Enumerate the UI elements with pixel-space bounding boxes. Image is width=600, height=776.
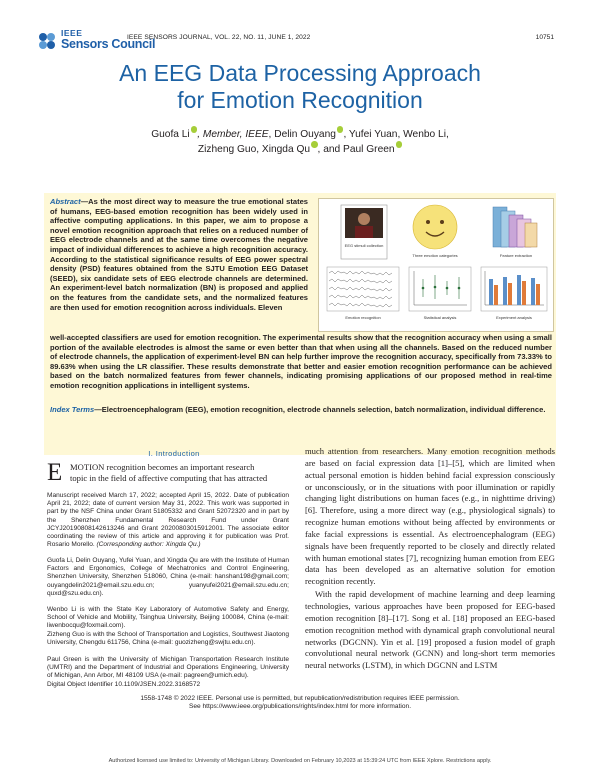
eeg-signal-panel [327,267,399,311]
author-line-1 [60,126,540,141]
title-line-1: An EEG Data Processing Approach [119,60,481,86]
emoji-left-eye [426,220,430,224]
abstract-label: Abstract [50,197,81,206]
author-paul-green[interactable]: , and Paul Green [317,144,395,156]
emoji-face [413,205,457,249]
experiment-bar-1 [489,279,493,305]
experiment-bar-5 [517,275,521,305]
author-guofa-li[interactable]: Guofa Li [151,128,190,140]
author-list [60,126,540,157]
author-delin-ouyang[interactable]: , Delin Ouyang [268,128,336,140]
section-heading-introduction: I. Introduction [148,449,200,458]
footnote-affiliation-3: Zizheng Guo is with the School of Transportation and Logistics, Southwest Jiaotong University, Chengdu 611756, China (e-mail: guozizheng@swjtu.edu.cn). [47,631,290,647]
experiment-bar-3 [503,277,507,305]
cap-analysis: Statistical analysis [423,315,457,320]
license-footer: Authorized licensed use limited to: University of Michigan Library. Downloaded on February 10,2023 at 15:39:24 UTC from IEEE Xplore. Restrictions apply. [108,758,492,764]
ieee-logo-icon [36,30,58,52]
author-line-2 [60,141,540,156]
intro-line-1: MOTION recognition becomes an important research [70,462,255,472]
experiment-bar-4 [508,283,512,305]
intro-line-2: topic in the field of affective computing that has attracted [70,473,268,483]
footnote-doi: Digital Object Identifier 10.1109/JSEN.2022.3168572 [47,681,201,688]
stats-panel [409,267,471,311]
graphical-abstract [318,198,554,332]
person-body [355,226,373,238]
index-terms-text: —Electroencephalogram (EEG), emotion recognition, electrode channels selection, batch normalization, individual difference. [94,405,546,414]
footnote-corresponding-author: (Corresponding author: Xingda Qu.) [96,541,201,549]
cap-emotions: Three emotion categories [412,253,458,258]
stats-point-2 [434,286,437,289]
experiment-bar-2 [494,285,498,305]
stats-point-3 [446,287,449,290]
cap-features: Feature extraction [499,253,533,258]
intro-paragraph-1: much attention from researchers. Many emotion recognition methods are based on facial expression data [1]–[5], which are limited when actual personal emotion is hidden behind facial expression consciously or unconsciously, or in the situations with poor illumination or rapidly changing light distributions on human faces (e.g., in nighttime driving) [6]. Therefore, using a more direct way (e.g., physiological signals) to recognize human emotions without being affected by environments or fake facial expressions is essential. As electroencephalogram (EEG) signals have been frequently reported to be closely and directly related with human emotional states [7], recognizing human emotion from EEG data has been developed as an alternative solution for emotion recognition recently. [305,446,555,587]
copyright-line-1: 1558-1748 © 2022 IEEE. Personal use is permitted, but republication/redistribution requires IEEE permission. [140,695,460,702]
footnote-affiliation-4: Paul Green is with the University of Michigan Transportation Research Institute (UMTRI) and the Department of Industrial and Operations Engineering, University of Michigan, Ann Arbor, MI 48109 USA (e-mail: pagreen@umich.edu). [47,656,289,680]
logo-ieee-text: IEEE [61,28,83,38]
author-xingda-qu[interactable]: Zizheng Guo, Xingda Qu [197,144,311,156]
footnote-affiliation-2: Wenbo Li is with the State Key Laboratory of Automotive Safety and Energy, School of Vehicle and Mobility, Tsinghua University, Beijing 100084, China (e-mail: liwenbocqu@foxmail.com). [47,606,289,630]
paper-title [0,60,600,114]
index-terms-label: Index Terms [50,405,95,414]
experiment-bar-6 [522,281,526,305]
journal-header-line: IEEE SENSORS JOURNAL, VOL. 22, NO. 11, JUNE 1, 2022 [127,34,311,41]
abstract-full-width-text: well-accepted classifiers are used for emotion recognition. The experimental results show that the recognition accuracy when using a small portion of the available electrodes is almost the same or even better than that when using all the channels. Based on the reduced number of electrode channels, the application of experiment-level BN can help further improve the recognition accuracy, specifically from 73.33% to 89.63% when using the LR classifier. These results demonstrate that better and easier emotion recognition performance can be achieved based on the batch normalized features from fewer channels, indicating promising applications of our proposed method in real-time emotion recognition applications in intelligent systems. [50,333,552,390]
abstract-body-left: —As the most direct way to measure the true emotional states of humans, EEG-based emotion recognition has been widely used in affective computing applications. In this paper, we aim to propose a novel emotion recognition approach that relies on a reduced number of EEG electrode channels and at the same time overcomes the negative impact of individual differences to achieve a high recognition accuracy. According to the statistical significance results of EEG power spectral density (PSD) features obtained from the SJTU Emotion EEG Dataset (SEED), six candidate sets of EEG electrode channels are determined. An experiment-level batch normalization (BN) is proposed and applied on the features from the candidate sets, and the normalized features are then used for emotion recognition across individuals. Eleven [50,197,308,312]
emoji-right-eye [440,220,444,224]
footnote-received: Manuscript received March 17, 2022; accepted April 15, 2022. Date of publication April 21, 2022; date of current version May 31, 2022. This work was supported in part by the NSF China under Grant 51805332 and Grant 52072320 and in part by the Shenzhen Fundamental Research Fund under Grant JCYJ20190808142613246 and Grant 20200803015912001. The associate editor coordinating the review of this article and approving it for publication was Prof. Rosario Morello. (Corresponding author: Xingda Qu.) [47,492,289,549]
copyright-line-2[interactable]: See https://www.ieee.org/publications/rights/index.html for more information. [188,703,412,711]
intro-right-column [305,446,555,672]
feature-layer-5 [525,223,537,247]
stats-point-4 [458,287,461,290]
copyright-notice [0,695,600,712]
stats-point-1 [422,287,425,290]
person-head [358,213,370,225]
orcid-icon[interactable] [396,141,403,148]
author-others-1: , Yufei Yuan, Wenbo Li, [343,128,449,140]
author-membership: , Member, IEEE [197,128,269,140]
dropcap-letter: E [47,459,63,486]
experiment-bar-8 [536,284,540,305]
cap-experiment: Experiment analysis [496,315,532,320]
cap-recognition: Emotion recognition [345,315,381,320]
cap-stimuli: EEG stimuli collection [344,243,384,248]
page-number: 10751 [535,34,554,41]
logo-sensors-council-text: Sensors Council [61,37,156,51]
experiment-bar-7 [531,278,535,305]
footnote-affiliation-1: Guofa Li, Delin Ouyang, Yufei Yuan, and Xingda Qu are with the Institute of Human Factors and Ergonomics, College of Mechatronics and Control Engineering, Shenzhen University, Shenzhen 518060, China (e-mail: hanshan198@gmail.com; ouyangdelin2021@email.szu.edu.cn; yuanyufei2021@email.szu.edu.cn; quxd@szu.edu.cn). [47,557,289,597]
intro-paragraph-2: With the rapid development of machine learning and deep learning technologies, various approaches have been proposed for EEG-based emotion recognition [8]–[17]. Song et al. [18] proposed an EEG-based emotion recognition method with dynamical graph convolutional neural networks (DGCNN). Yin et al. [19] proposed a fusion model of graph convolutional neural network (GCNN) and long-short term memories neural networks (LSTM), in which DGCNN and LSTM [305,589,555,671]
index-terms [50,405,552,415]
title-line-2: for Emotion Recognition [177,87,423,113]
abstract-left-text [50,197,308,312]
